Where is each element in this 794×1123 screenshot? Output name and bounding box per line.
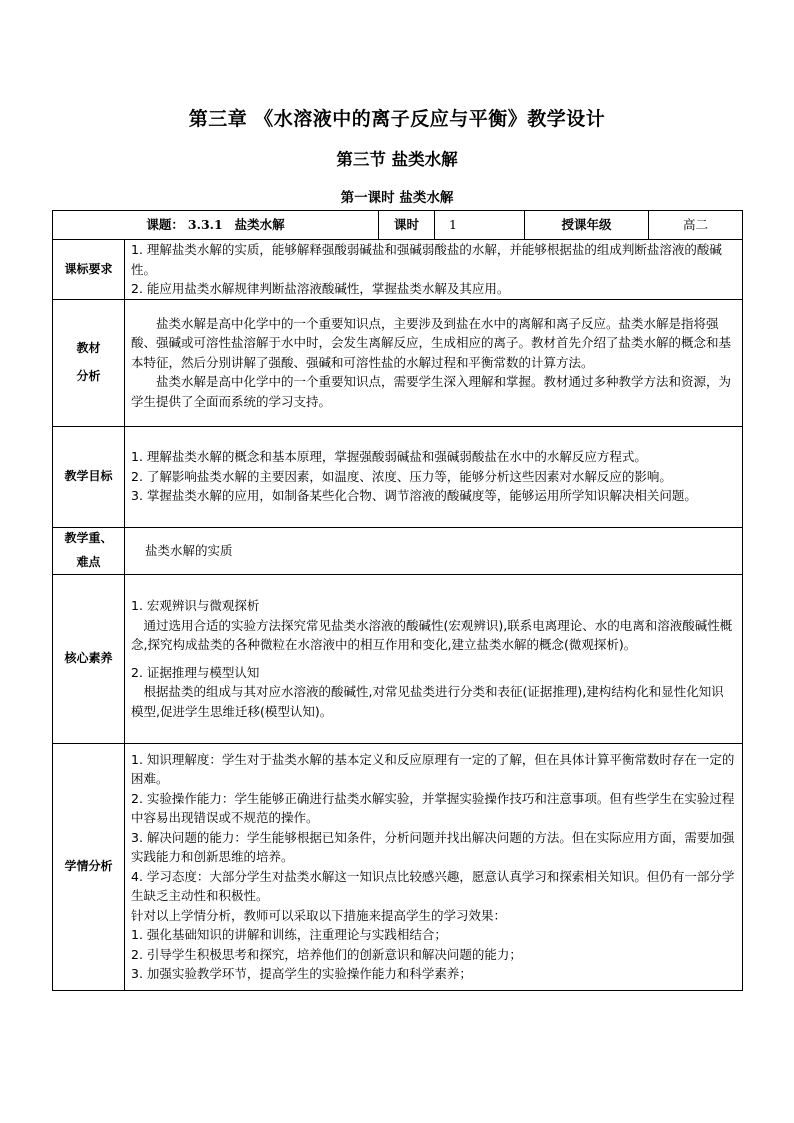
students-label: 学情分析 bbox=[53, 743, 125, 990]
standards-label: 课标要求 bbox=[53, 240, 125, 300]
standards-row bbox=[53, 240, 743, 300]
textbook-paragraph-2: 盐类水解是高中化学中的一个重要知识点，需要学生深入理解和掌握。教材通过多种教学方法和资源，为学生提供了全面而系统的学习支持。 bbox=[131, 374, 732, 409]
goals-row bbox=[53, 426, 743, 527]
standards-line-1: 1. 理解盐类水解的实质，能够解释强酸弱碱盐和强碱弱酸盐的水解，并能够根据盐的组成判断盐溶液的酸碱性。 bbox=[131, 242, 722, 277]
document-title: 第三章 《水溶液中的离子反应与平衡》教学设计 bbox=[188, 108, 606, 130]
students-line-8: 3. 加强实验教学环节，提高学生的实验操作能力和科学素养； bbox=[131, 966, 472, 981]
students-line-3: 3. 解决问题的能力：学生能够根据已知条件，分析问题并找出解决问题的方法。但在实际应用方面，需要加强实践能力和创新思维的培养。 bbox=[131, 829, 735, 864]
grade-value: 高二 bbox=[649, 211, 743, 240]
keypoints-row bbox=[53, 527, 743, 574]
keypoints-content: 盐类水解的实质 bbox=[125, 527, 743, 574]
section-title: 第三节 盐类水解 bbox=[336, 150, 458, 169]
lesson-plan-table bbox=[52, 210, 743, 991]
students-row bbox=[53, 743, 743, 990]
textbook-paragraph-1: 盐类水解是高中化学中的一个重要知识点，主要涉及到盐在水中的离解和离子反应。盐类水解是指将强酸、强碱或可溶性盐溶解于水中时，会发生离解反应，生成相应的离子。教材首先介绍了盐类水解的概念和基本特征，然后分别讲解了强酸、强碱和可溶性盐的水解过程和平衡常数的计算方法。 bbox=[131, 315, 732, 370]
students-line-4: 4. 学习态度：大部分学生对盐类水解这一知识点比较感兴趣，愿意认真学习和探索相关知识。但仍有一部分学生缺乏主动性和积极性。 bbox=[131, 868, 735, 903]
literacy-spacer bbox=[131, 655, 736, 663]
grade-label: 授课年级 bbox=[525, 211, 649, 240]
students-line-6: 1. 强化基础知识的讲解和训练，注重理论与实践相结合； bbox=[131, 927, 447, 942]
literacy-item2-text: 根据盐类的组成与其对应水溶液的酸碱性,对常见盐类进行分类和表征(证据推理),建构结构化和显性化知识模型,促进学生思维迁移(模型认知)。 bbox=[131, 684, 724, 719]
goals-line-2: 2. 了解影响盐类水解的主要因素，如温度、浓度、压力等，能够分析这些因素对水解反应的影响。 bbox=[131, 468, 672, 484]
keypoints-label-line2: 难点 bbox=[76, 554, 101, 569]
header-row bbox=[53, 211, 743, 240]
textbook-label-line1: 教材 bbox=[76, 341, 101, 355]
students-line-1: 1. 知识理解度：学生对于盐类水解的基本定义和反应原理有一定的了解，但在具体计算平衡常数时存在一定的困难。 bbox=[131, 751, 735, 786]
students-line-5: 针对以上学情分析，教师可以采取以下措施来提高学生的学习效果： bbox=[131, 907, 507, 923]
literacy-item1-title: 1. 宏观辨识与微观探析 bbox=[131, 598, 260, 613]
topic-code: 3.3.1 bbox=[187, 217, 223, 233]
students-content bbox=[125, 743, 743, 990]
keypoints-label bbox=[53, 527, 125, 574]
topic-name: 盐类水解 bbox=[234, 217, 285, 233]
keypoints-label-line1: 教学重、 bbox=[64, 531, 113, 545]
lesson-title: 第一课时 盐类水解 bbox=[340, 190, 454, 206]
students-line-2: 2. 实验操作能力：学生能够正确进行盐类水解实验，并掌握实验操作技巧和注意事项。但有些学生在实验过程中容易出现错误或不规范的操作。 bbox=[131, 790, 735, 825]
literacy-row bbox=[53, 574, 743, 743]
goals-line-3: 3. 掌握盐类水解的应用，如制备某些化合物、调节溶液的酸碱度等，能够运用所学知识解决相关问题。 bbox=[131, 488, 697, 504]
standards-line-2: 2. 能应用盐类水解规律判断盐溶液酸碱性，掌握盐类水解及其应用。 bbox=[131, 281, 510, 296]
goals-line-1: 1. 理解盐类水解的概念和基本原理，掌握强酸弱碱盐和强碱弱酸盐在水中的水解反应方程式。 bbox=[131, 449, 647, 465]
standards-content bbox=[125, 240, 743, 300]
period-value: 1 bbox=[435, 211, 525, 240]
literacy-content bbox=[125, 574, 743, 743]
literacy-label: 核心素养 bbox=[53, 574, 125, 743]
textbook-label bbox=[53, 299, 125, 426]
topic-label: 课题： bbox=[146, 217, 184, 233]
literacy-item1-text: 通过选用合适的实验方法探究常见盐类水溶液的酸碱性(宏观辨识),联系电离理论、水的电离和溶液酸碱性概念,探究构成盐类的各种微粒在水溶液中的相互作用和变化,建立盐类水解的概念(微观探析)。 bbox=[131, 617, 733, 652]
students-line-7: 2. 引导学生积极思考和探究，培养他们的创新意识和解决问题的能力； bbox=[131, 946, 522, 962]
goals-label: 教学目标 bbox=[53, 426, 125, 527]
literacy-item2-title: 2. 证据推理与模型认知 bbox=[131, 664, 260, 680]
period-label: 课时 bbox=[379, 211, 435, 240]
topic-cell bbox=[53, 211, 379, 240]
textbook-content bbox=[125, 299, 743, 426]
goals-content bbox=[125, 426, 743, 527]
textbook-row bbox=[53, 299, 743, 426]
textbook-label-line2: 分析 bbox=[76, 368, 101, 383]
